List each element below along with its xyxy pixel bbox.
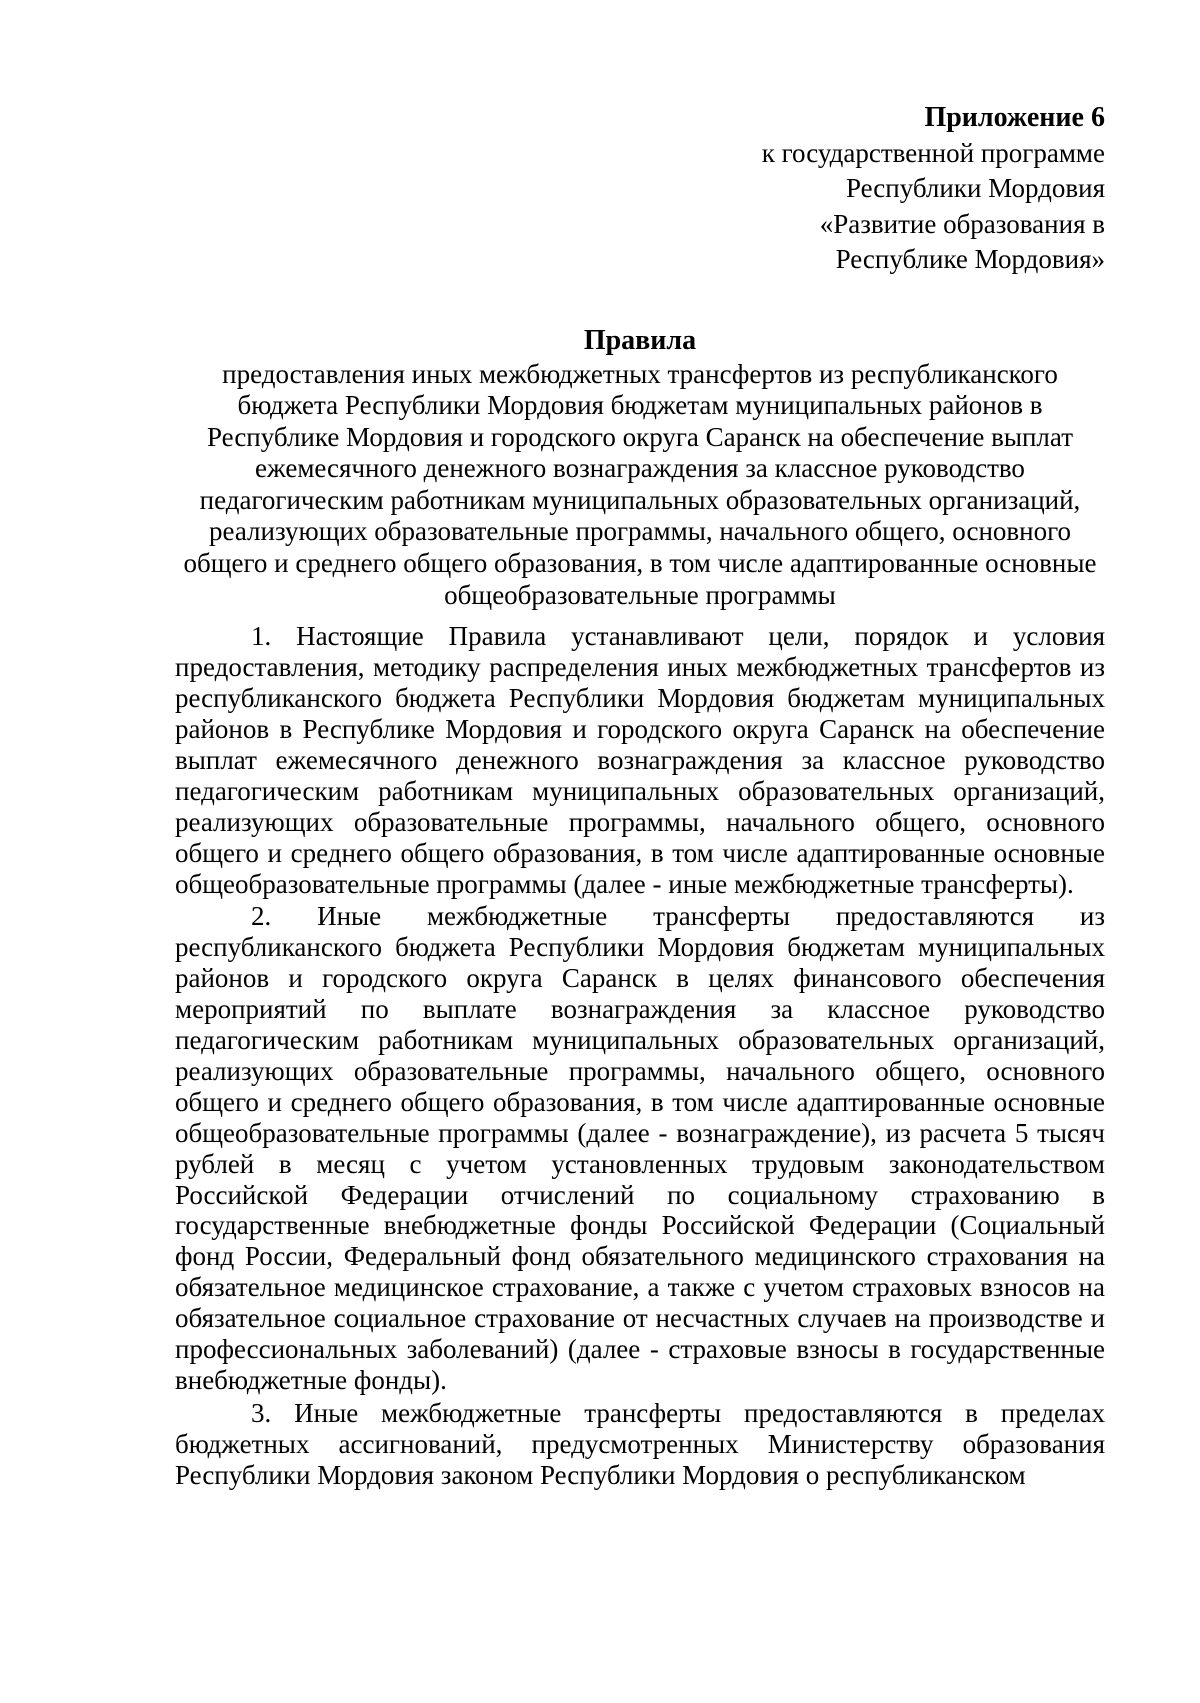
appendix-line: Республики Мордовия [845,173,1105,203]
document-page [175,100,1105,1491]
document-body [175,621,1105,1490]
appendix-line: Республике Мордовия» [835,244,1105,274]
document-subtitle: предоставления иных межбюджетных трансфертов из республиканского бюджета Республики Мордовия бюджетам муниципальных районов в Республике Мордовия и городского округа Саранск на обеспечение выплат ежемесячного денежного вознаграждения за классное руководство педагогическим работникам муниципальных образовательных организаций, реализующих образовательные программы, начального общего, основного общего и среднего общего образования, в том числе адаптированные основные общеобразовательные программы [183,358,1097,610]
appendix-line: «Развитие образования в [819,208,1105,239]
paragraph-1: 1. Настоящие Правила устанавливают цели, порядок и условия предоставления, методику распределения иных межбюджетных трансфертов из республиканского бюджета Республики Мордовия бюджетам муниципальных районов в Республике Мордовия и городского округа Саранск на обеспечение выплат ежемесячного денежного вознаграждения за классное руководство педагогическим работникам муниципальных образовательных организаций, реализующих образовательные программы, начального общего, основного общего и среднего общего образования, в том числе адаптированные основные общеобразовательные программы (далее - иные межбюджетные трансферты). [175,621,1105,899]
paragraph-2: 2. Иные межбюджетные трансферты предоставляются из республиканского бюджета Республики Мордовия бюджетам муниципальных районов и городского округа Саранск в целях финансового обеспечения мероприятий по выплате вознаграждения за классное руководство педагогическим работникам муниципальных образовательных организаций, реализующих образовательные программы, начального общего, основного общего и среднего общего образования, в том числе адаптированные основные общеобразовательные программы (далее - вознаграждение), из расчета 5 тысяч рублей в месяц с учетом установленных трудовым законодательством Российской Федерации отчислений по социальному страхованию в государственные внебюджетные фонды Российской Федерации (Социальный фонд России, Федеральный фонд обязательного медицинского страхования на обязательное медицинское страхование, а также с учетом страховых взносов на обязательное социальное страхование от несчастных случаев на производстве и профессиональных заболеваний) (далее - страховые взносы в государственные внебюджетные фонды). [175,901,1105,1395]
appendix-header [175,100,1105,278]
appendix-title: Приложение 6 [924,102,1105,133]
appendix-line: к государственной программе [761,137,1105,168]
paragraph-3: 3. Иные межбюджетные трансферты предоставляются в пределах бюджетных ассигнований, предусмотренных Министерству образования Республики Мордовия законом Республики Мордовия о республиканском [175,1397,1105,1490]
document-title: Правила [583,324,697,356]
